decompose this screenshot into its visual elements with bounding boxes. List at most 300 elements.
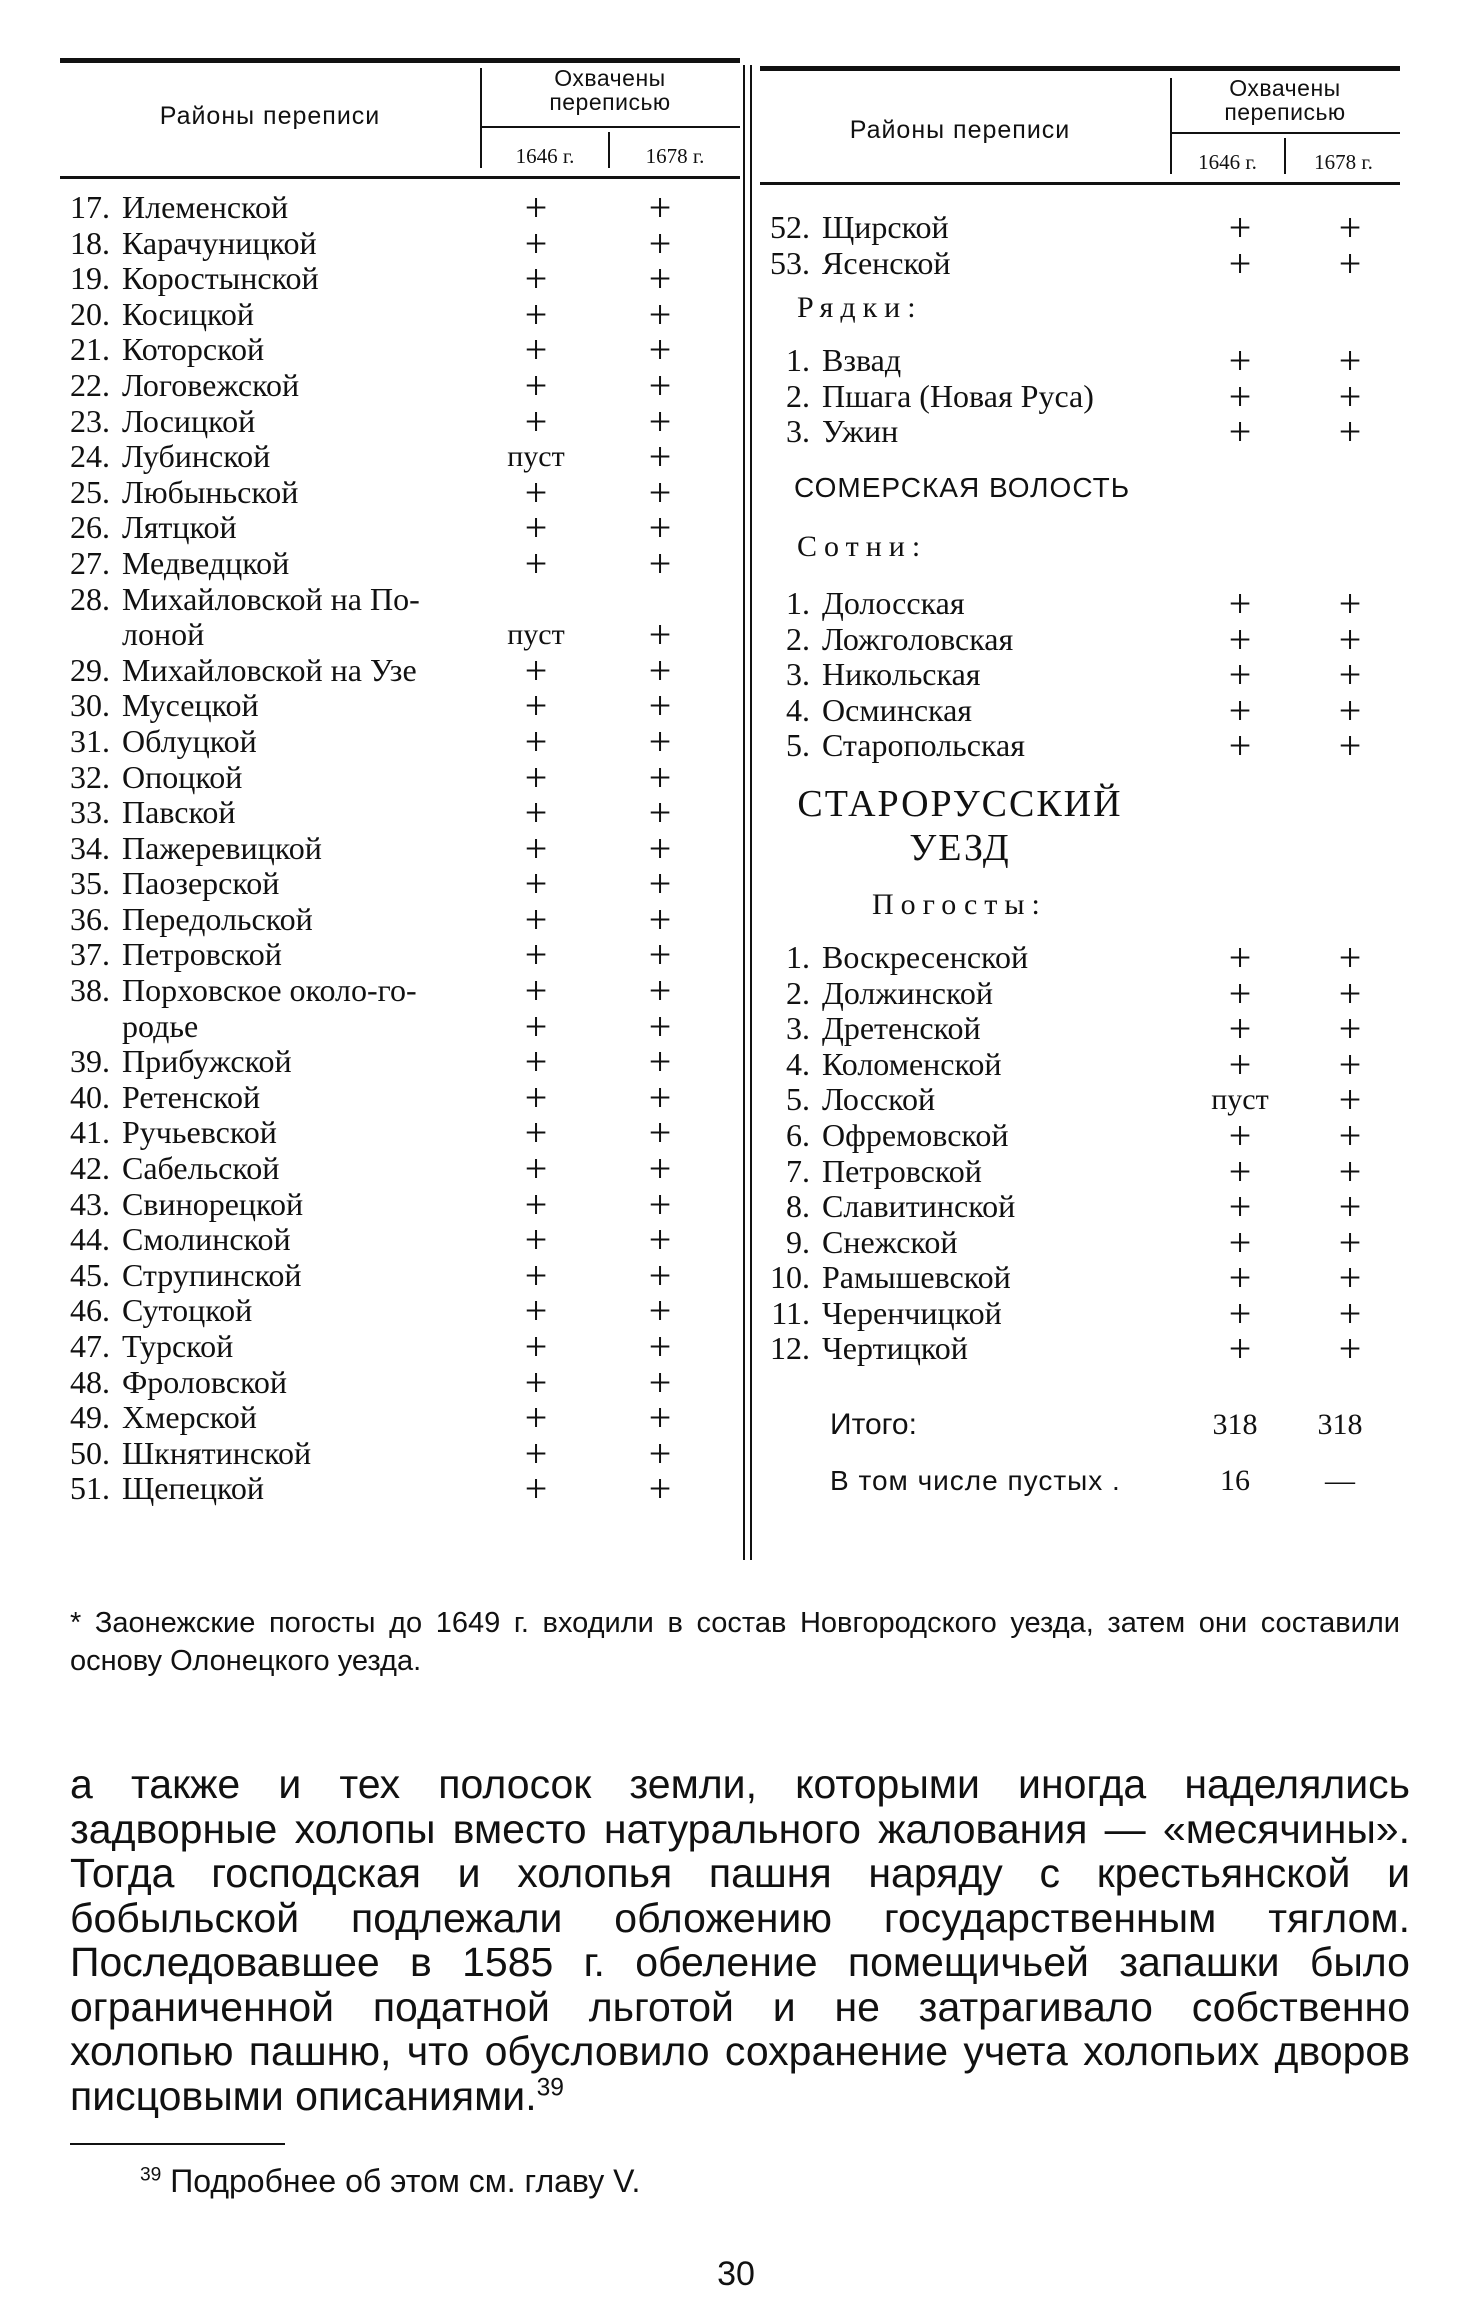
ryadki-label: Рядки:	[797, 291, 923, 325]
mark-1646: +	[1228, 1290, 1252, 1336]
district-name: Любыньской	[122, 473, 299, 510]
mark-1646: +	[1228, 1148, 1252, 1194]
table-row	[760, 240, 1410, 286]
mark-1646: +	[1228, 1041, 1252, 1087]
mark-1678: +	[1338, 616, 1362, 662]
mark-1678: +	[1338, 687, 1362, 733]
mark-1646: +	[524, 1003, 548, 1049]
district-name: Смолинской	[122, 1221, 291, 1258]
row-number: 2.	[786, 974, 810, 1011]
row-number: 31.	[70, 722, 110, 759]
mark-1678: +	[1338, 205, 1362, 250]
mark-1678: +	[648, 398, 672, 444]
header-covered-right: Охвачены переписью	[1224, 75, 1346, 125]
mark-1678: +	[1338, 1184, 1362, 1230]
row-number: 4.	[786, 1045, 810, 1082]
table-row	[760, 1148, 1410, 1194]
row-number: 5.	[786, 1081, 810, 1118]
mark-1646: +	[524, 754, 548, 800]
header-year-1678: 1678 г.	[645, 144, 705, 168]
mark-1678: +	[648, 754, 672, 800]
total-1678: 318	[1317, 1408, 1363, 1442]
mark-1646: +	[524, 1395, 548, 1441]
table-row	[760, 1006, 1410, 1052]
row-number: 52.	[770, 209, 810, 245]
row-number: 24.	[70, 438, 110, 475]
table-row	[60, 790, 740, 836]
district-name: Илеменской	[122, 189, 289, 225]
mark-1646: +	[524, 1288, 548, 1334]
table-row	[60, 256, 740, 302]
row-number: 5.	[786, 727, 810, 764]
mark-1646: +	[524, 1074, 548, 1120]
district-name: Взвад	[822, 342, 902, 379]
mark-1678: +	[648, 1324, 672, 1369]
row-number: 35.	[70, 865, 110, 902]
mark-1678: +	[648, 612, 672, 658]
table-row	[60, 469, 740, 515]
table-row	[760, 934, 1410, 980]
body-paragraph: а также и тех полосок земли, которыми иногда наделялись задворные холопы вместо натурального жалования — «месячины». Тогда господская и холопья пашня наряду с крестьянской и бобыльской подлежали обложению государственным тяглом. Последовавшее в 1585 г. обеление помещичьей запашки было ограниченной податной льготой и не затрагивало собственно холопью пашню, что обусловило сохранение учета холопьих дворов писцовыми описаниями.$^{39}$	[70, 1761, 1410, 2119]
pogosty-rows	[760, 934, 1410, 1372]
district-name: Ручьевской	[122, 1114, 277, 1151]
table-row	[60, 754, 740, 800]
mark-1646: +	[524, 1466, 548, 1512]
mark-1646: +	[524, 1430, 548, 1476]
table-row	[60, 861, 740, 907]
mark-1646: +	[524, 1146, 548, 1192]
district-name: Щепецкой	[122, 1470, 264, 1507]
table-row	[760, 1326, 1410, 1372]
district-name: Долосская	[822, 584, 965, 621]
mark-1678: +	[648, 469, 672, 515]
table-row	[760, 1077, 1410, 1123]
row-number: 18.	[70, 224, 110, 261]
mark-1678: +	[648, 896, 672, 942]
mark-1646: +	[524, 291, 548, 337]
mark-1678: +	[1338, 373, 1362, 419]
mark-1678: +	[1338, 934, 1362, 980]
table-row	[60, 1217, 740, 1263]
mark-1678: +	[648, 1395, 672, 1441]
mark-1678: +	[1338, 1006, 1362, 1052]
row-number: 7.	[786, 1152, 810, 1189]
mark-1678: +	[648, 505, 672, 551]
district-name: Михайловской на По-	[122, 580, 420, 617]
district-name: Щирской	[822, 209, 949, 245]
district-name: Пажеревицкой	[122, 829, 322, 866]
row-number: 20.	[70, 295, 110, 332]
district-name: Старопольская	[822, 727, 1025, 764]
district-name: родье	[122, 1007, 199, 1044]
mark-1678: +	[1338, 1290, 1362, 1336]
district-name: Рамышевской	[822, 1259, 1011, 1296]
row-number: 6.	[786, 1116, 810, 1153]
district-name: Никольская	[822, 656, 981, 693]
table-row	[760, 205, 1410, 250]
mark-1678: +	[648, 1181, 672, 1227]
mark-1678: +	[648, 1430, 672, 1476]
row-number: 41.	[70, 1114, 110, 1151]
mark-1646: +	[524, 683, 548, 729]
row-number: 4.	[786, 691, 810, 728]
district-name: Турской	[122, 1328, 234, 1364]
mark-1646: +	[524, 1252, 548, 1298]
row-number: 40.	[70, 1078, 110, 1115]
district-name: Сутоцкой	[122, 1292, 253, 1329]
mark-1646: +	[524, 220, 548, 266]
table-row	[760, 409, 1410, 455]
district-name: Которской	[122, 331, 265, 368]
district-name: Шкнятинской	[122, 1434, 312, 1471]
district-name: Дретенской	[822, 1010, 981, 1047]
table-row	[760, 1041, 1410, 1087]
mark-1646: пуст	[507, 440, 565, 474]
table-row	[60, 1359, 740, 1405]
row-number: 8.	[786, 1188, 810, 1225]
mark-1678: +	[1338, 970, 1362, 1016]
district-name: Струпинской	[122, 1256, 302, 1293]
row-number: 38.	[70, 972, 110, 1009]
mark-1646: +	[1228, 1255, 1252, 1301]
total-1646: 318	[1212, 1408, 1258, 1442]
mark-1678: +	[1338, 1255, 1362, 1301]
table-row	[760, 723, 1410, 769]
mark-1678: +	[648, 1146, 672, 1192]
row-number: 3.	[786, 656, 810, 693]
table-row	[760, 652, 1410, 698]
row-number: 12.	[770, 1330, 810, 1367]
mark-1678: +	[648, 1217, 672, 1263]
table-row	[60, 540, 740, 586]
mark-1646: +	[1228, 338, 1252, 384]
table-row	[760, 373, 1410, 419]
district-name: Опоцкой	[122, 758, 243, 795]
mark-1678: +	[1338, 240, 1362, 286]
row-number: 1.	[786, 584, 810, 621]
mark-1646: +	[524, 1324, 548, 1369]
mark-1678: +	[648, 362, 672, 408]
mark-1646: +	[524, 718, 548, 764]
table-row	[760, 1219, 1410, 1265]
mark-1646: +	[1228, 1219, 1252, 1265]
mark-1678: +	[648, 1288, 672, 1334]
table-row	[60, 1288, 740, 1334]
mark-1646: +	[524, 1110, 548, 1156]
district-name: Сабельской	[122, 1150, 280, 1187]
district-name: Офремовской	[822, 1116, 1009, 1153]
row-number: 2.	[786, 377, 810, 414]
district-name: Логовежской	[122, 366, 300, 403]
table-row	[60, 1039, 740, 1085]
row-number: 33.	[70, 794, 110, 831]
sotni-label: Сотни:	[797, 529, 928, 563]
mark-1678: +	[648, 932, 672, 978]
district-name: лоной	[122, 616, 205, 653]
row-number: 17.	[70, 189, 110, 225]
row-number: 42.	[70, 1150, 110, 1187]
mark-1678: +	[648, 1466, 672, 1512]
mark-1678: +	[1338, 338, 1362, 384]
mark-1678: +	[1338, 1077, 1362, 1123]
table-row	[60, 220, 740, 266]
table-row	[60, 932, 740, 978]
mark-1646: +	[524, 362, 548, 408]
header-districts: Районы переписи	[159, 102, 381, 130]
table-row	[60, 1324, 740, 1369]
mark-1646: +	[524, 1039, 548, 1085]
table-right	[760, 58, 1410, 1498]
table-row	[760, 1112, 1410, 1158]
header-covered: Охвачены переписью	[549, 65, 671, 115]
district-name: Черенчицкой	[822, 1294, 1002, 1331]
footnote-39: $^{39}$ Подробнее об этом см. главу V.	[140, 2163, 641, 2199]
mark-1646: +	[524, 256, 548, 302]
mark-1646: +	[524, 1181, 548, 1227]
district-name: Хмерской	[122, 1399, 257, 1436]
mark-1646: +	[1228, 205, 1252, 250]
row-number: 27.	[70, 544, 110, 581]
mark-1646: +	[1228, 1184, 1252, 1230]
district-name: Коломенской	[822, 1045, 1002, 1082]
mark-1646: +	[524, 1217, 548, 1263]
mark-1678: +	[648, 861, 672, 907]
mark-1678: +	[648, 185, 672, 230]
mark-1678: +	[648, 434, 672, 480]
row-number: 19.	[70, 260, 110, 297]
mark-1678: +	[648, 647, 672, 693]
district-name: Лубинской	[122, 438, 271, 475]
somerskaya-label: СОМЕРСКАЯ ВОЛОСТЬ	[794, 471, 1131, 503]
row-number: 1.	[786, 938, 810, 975]
table-row	[60, 362, 740, 408]
district-name: Павской	[122, 794, 236, 831]
mark-1646: +	[1228, 1326, 1252, 1372]
district-name: Снежской	[822, 1223, 958, 1260]
district-name: Петровской	[822, 1152, 982, 1189]
table-row	[60, 505, 740, 551]
mark-1646: +	[524, 790, 548, 836]
mark-1646: +	[524, 932, 548, 978]
mark-1678: +	[648, 1359, 672, 1405]
mark-1678: +	[648, 327, 672, 373]
district-name: Воскресенской	[822, 938, 1029, 975]
mark-1678: +	[1338, 652, 1362, 698]
table-row	[760, 1290, 1410, 1336]
row-number: 23.	[70, 402, 110, 439]
page-number: 30	[717, 2255, 755, 2293]
row-number: 34.	[70, 829, 110, 866]
header-year-1646-right: 1646 г.	[1198, 150, 1257, 174]
pogosty-label: Погосты:	[872, 887, 1047, 921]
mark-1646: +	[1228, 723, 1252, 769]
mark-1678: +	[648, 1039, 672, 1085]
mark-1678: +	[648, 968, 672, 1014]
district-name: Чертицкой	[822, 1330, 968, 1367]
table-row	[760, 1255, 1410, 1301]
row-number: 28.	[70, 580, 110, 617]
table-row	[60, 612, 740, 658]
mark-1678: +	[648, 256, 672, 302]
ryadki-rows	[760, 338, 1410, 455]
row-number: 21.	[70, 331, 110, 368]
mark-1646: +	[524, 185, 548, 230]
header-districts-right: Районы переписи	[849, 116, 1071, 144]
mark-1646: +	[524, 398, 548, 444]
empty-1646: 16	[1220, 1464, 1250, 1498]
row-number: 25.	[70, 473, 110, 510]
district-name: Паозерской	[122, 865, 280, 902]
mark-1646: +	[524, 1359, 548, 1405]
table-row	[60, 1395, 740, 1441]
row-number: 2.	[786, 620, 810, 657]
mark-1646: +	[524, 861, 548, 907]
table-row	[60, 1181, 740, 1227]
table-row	[60, 398, 740, 444]
table-header-right	[760, 58, 1410, 176]
mark-1646: +	[524, 540, 548, 586]
row-number: 53.	[770, 244, 810, 281]
district-name: Ложголовская	[822, 620, 1014, 657]
mark-1646: +	[1228, 1006, 1252, 1052]
row-number: 36.	[70, 900, 110, 937]
mark-1678: +	[648, 1110, 672, 1156]
table-footnote: * Заонежские погосты до 1649 г. входили в состав Новгородского уезда, затем они составили основу Олонецкого уезда.	[70, 1607, 1400, 1677]
table-row	[60, 647, 740, 693]
row-number: 22.	[70, 366, 110, 403]
empty-1678: —	[1325, 1464, 1355, 1498]
mark-1678: +	[1338, 580, 1362, 626]
mark-1678: +	[1338, 1112, 1362, 1158]
table-header-left	[60, 58, 740, 176]
table-left	[60, 58, 740, 1512]
row-number: 47.	[70, 1328, 110, 1364]
table-row	[760, 1184, 1410, 1230]
mark-1646: +	[1228, 409, 1252, 455]
mark-1678: +	[648, 825, 672, 871]
sotni-rows	[760, 580, 1410, 769]
table-row	[60, 1252, 740, 1298]
district-name: Лосицкой	[122, 402, 256, 439]
mark-1678: +	[648, 540, 672, 586]
mark-1646: +	[524, 469, 548, 515]
row-number: 39.	[70, 1043, 110, 1080]
mark-1646: +	[1228, 970, 1252, 1016]
mark-1678: +	[648, 1252, 672, 1298]
header-year-1678-right: 1678 г.	[1314, 150, 1373, 174]
mark-1646: +	[1228, 652, 1252, 698]
row-number: 48.	[70, 1363, 110, 1400]
district-name: Ясенской	[822, 244, 951, 281]
header-year-1646: 1646 г.	[515, 144, 575, 168]
row-number: 51.	[70, 1470, 110, 1507]
district-name: Ретенской	[122, 1078, 261, 1115]
table-row	[60, 327, 740, 373]
mark-1678: +	[1338, 1148, 1362, 1194]
table-row	[760, 687, 1410, 733]
row-number: 49.	[70, 1399, 110, 1436]
district-name: Свинорецкой	[122, 1185, 304, 1222]
district-name: Лятцкой	[122, 509, 237, 546]
table-row	[60, 718, 740, 764]
district-name: Должинской	[822, 974, 993, 1011]
district-name: Прибужской	[122, 1043, 292, 1080]
mark-1678: +	[648, 790, 672, 836]
mark-1678: +	[1338, 1326, 1362, 1372]
district-name: Славитинской	[822, 1188, 1016, 1225]
mark-1646: +	[524, 647, 548, 693]
mark-1646: +	[524, 505, 548, 551]
row-number: 1.	[786, 342, 810, 379]
row-number: 37.	[70, 936, 110, 973]
row-number: 3.	[786, 1010, 810, 1047]
footnote-ref[interactable]: 39	[536, 2073, 564, 2101]
table-row	[760, 338, 1410, 384]
empty-label: В том числе пустых .	[830, 1465, 1121, 1497]
district-name: Карачуницкой	[122, 224, 317, 261]
mark-1678: +	[648, 220, 672, 266]
row-number: 9.	[786, 1223, 810, 1260]
mark-1646: +	[524, 896, 548, 942]
mark-1646: +	[524, 968, 548, 1014]
row-number: 50.	[70, 1434, 110, 1471]
mark-1678: +	[1338, 1219, 1362, 1265]
mark-1646: +	[1228, 934, 1252, 980]
mark-1646: +	[1228, 616, 1252, 662]
right-top-rows	[760, 205, 1410, 286]
table-row	[60, 1003, 740, 1049]
district-name: Фроловской	[122, 1363, 287, 1400]
mark-1678: +	[648, 718, 672, 764]
totals	[760, 1397, 1410, 1509]
row-number: 10.	[770, 1259, 810, 1296]
footnote-divider	[70, 2143, 285, 2145]
row-number: 26.	[70, 509, 110, 546]
mark-1678: +	[648, 291, 672, 337]
district-name: Косицкой	[122, 295, 255, 332]
district-name: Мусецкой	[122, 687, 259, 724]
district-name: Осминская	[822, 691, 972, 728]
mark-1646: +	[1228, 580, 1252, 626]
total-label: Итого:	[830, 1408, 917, 1442]
table-row	[60, 968, 740, 1014]
mark-1646: пуст	[507, 618, 565, 652]
table-row	[60, 1074, 740, 1120]
district-name: Ужин	[822, 413, 899, 450]
district-name: Коростынской	[122, 260, 319, 297]
mark-1646: +	[1228, 1112, 1252, 1158]
district-name: Лосской	[822, 1081, 936, 1118]
left-rows	[60, 185, 740, 1512]
table-row	[60, 1110, 740, 1156]
district-name: Порховское около-го-	[122, 972, 417, 1009]
district-name: Петровской	[122, 936, 282, 973]
mark-1646: +	[1228, 240, 1252, 286]
row-number: 45.	[70, 1256, 110, 1293]
row-number: 3.	[786, 413, 810, 450]
table-row	[60, 825, 740, 871]
table-row	[760, 616, 1410, 662]
table-row	[60, 1466, 740, 1512]
mark-1678: +	[1338, 409, 1362, 455]
row-number: 32.	[70, 758, 110, 795]
district-name: Передольской	[122, 900, 313, 937]
row-number: 44.	[70, 1221, 110, 1258]
row-number: 11.	[771, 1294, 810, 1331]
mark-1646: +	[1228, 687, 1252, 733]
mark-1678: +	[648, 1074, 672, 1120]
mark-1646: +	[524, 825, 548, 871]
